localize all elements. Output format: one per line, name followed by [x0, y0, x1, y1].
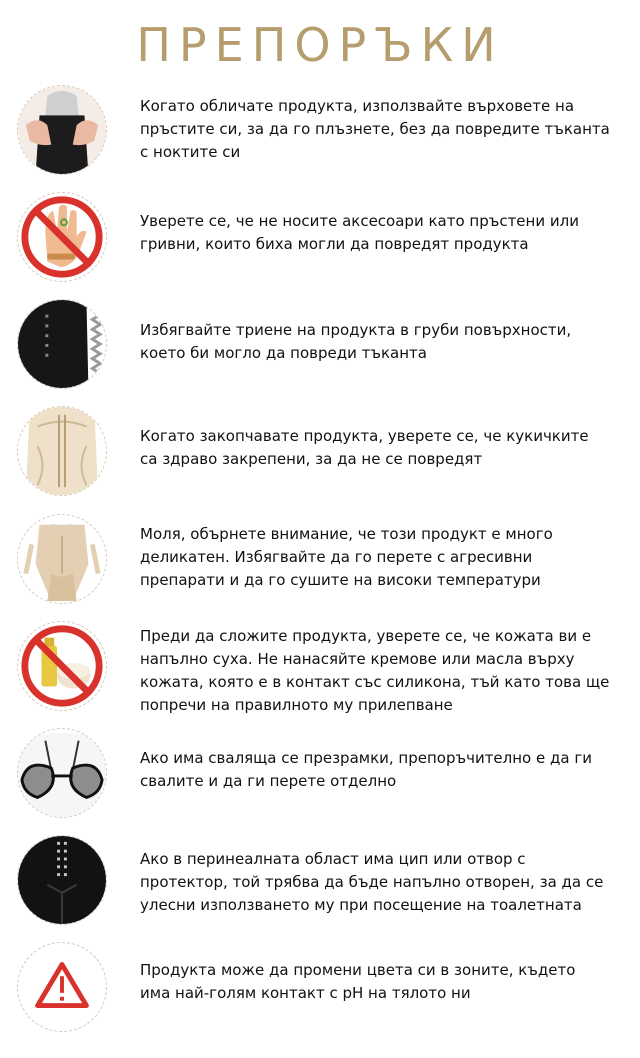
item-text: Ако в перинеалната област има цип или отвор с протектор, той трябва да бъде напълно отворен, за да се улесни използването му при посещение на тоалетната — [140, 850, 604, 914]
bra-straps-icon — [17, 728, 107, 818]
list-item — [0, 299, 640, 399]
zipper-icon — [17, 835, 107, 925]
item-text: Когато обличате продукта, използвайте върховете на пръстите си, за да го плъзнете, без да повредите тъканта с ноктите си — [140, 97, 610, 161]
list-item — [0, 192, 640, 292]
page-title: ПРЕПОРЪКИ — [136, 18, 504, 72]
list-item — [0, 406, 640, 506]
item-text: Моля, обърнете внимание, че този продукт е много деликатен. Избягвайте да го перете с агресивни препарати и да го сушите на високи температури — [140, 525, 553, 589]
list-item — [0, 514, 640, 614]
item-text: Избягвайте триене на продукта в груби повърхности, което би могло да повреди тъканта — [140, 321, 572, 362]
list-item — [0, 85, 640, 185]
list-item — [0, 621, 640, 721]
list-item — [0, 835, 640, 935]
no-jewelry-icon — [17, 192, 107, 282]
rough-surface-icon — [17, 299, 107, 389]
list-item — [0, 942, 640, 1042]
bodysuit-icon — [17, 514, 107, 604]
warning-icon — [17, 942, 107, 1032]
item-text: Ако има сваляща се презрамки, препоръчително е да ги свалите и да ги перете отделно — [140, 749, 592, 790]
list-item — [0, 728, 640, 828]
item-text: Когато закопчавате продукта, уверете се, че кукичките са здраво закрепени, за да не се повредят — [140, 427, 589, 468]
item-text: Уверете се, че не носите аксесоари като пръстени или гривни, които биха могли да повредят продукта — [140, 212, 579, 253]
item-text: Продукта може да промени цвета си в зоните, където има най-голям контакт с pH на тялото ни — [140, 961, 576, 1002]
no-creams-icon — [17, 621, 107, 711]
hook-closure-icon — [17, 406, 107, 496]
hands-pulling-garment-icon — [17, 85, 107, 175]
item-text: Преди да сложите продукта, уверете се, че кожата ви е напълно суха. Не нанасяйте кремове или масла върху кожата, която е в контакт със силикона, тъй като това ще попречи на правилното му прилепване — [140, 627, 610, 714]
